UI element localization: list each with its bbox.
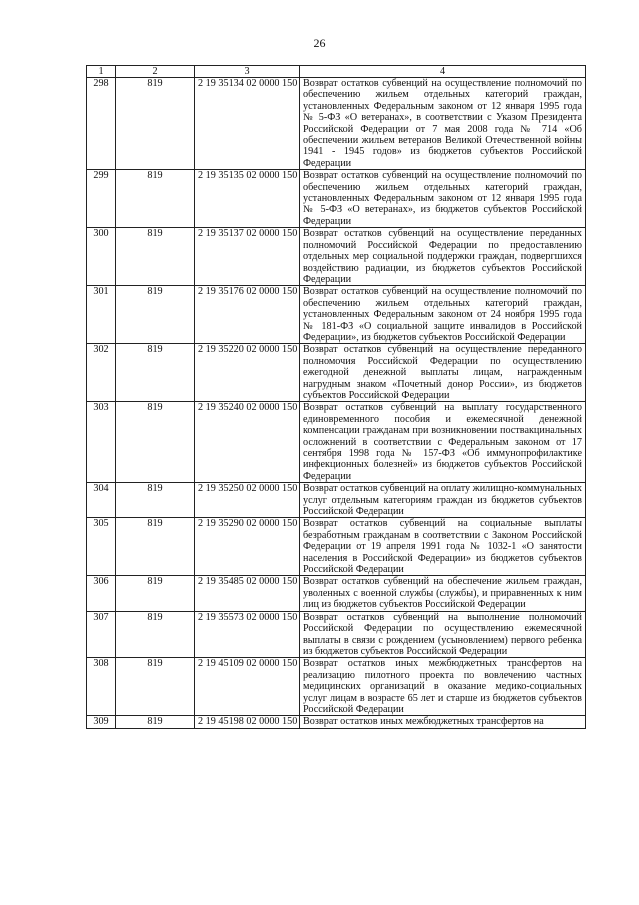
table-row [87,518,586,576]
income-description: Возврат остатков субвенций на выплату государственного единовременного пособия и ежемесячной денежной компенсации гражданам при возникновении поствакцинальных осложнений в соответствии с Федеральным законом от 17 сентября 1998 года № 157-ФЗ «Об иммунопрофилактике инфекционных болезней» из бюджетов субъектов Российской Федерации [300,402,586,483]
administrator-code: 819 [116,170,195,228]
column-header: 4 [300,66,586,78]
row-number: 308 [87,658,116,716]
row-number: 301 [87,286,116,344]
table-row [87,658,586,716]
row-number: 305 [87,518,116,576]
budget-code: 2 19 35573 02 0000 150 [195,611,300,658]
administrator-code: 819 [116,286,195,344]
budget-code: 2 19 35220 02 0000 150 [195,344,300,402]
administrator-code: 819 [116,658,195,716]
budget-code: 2 19 35250 02 0000 150 [195,483,300,518]
income-description: Возврат остатков субвенций на оплату жилищно-коммунальных услуг отдельным категориям граждан из бюджетов субъектов Российской Федерации [300,483,586,518]
page-number: 26 [313,36,326,50]
row-number: 302 [87,344,116,402]
budget-code: 2 19 35290 02 0000 150 [195,518,300,576]
budget-code: 2 19 35485 02 0000 150 [195,576,300,611]
table-row [87,483,586,518]
row-number: 309 [87,716,116,728]
budget-code: 2 19 45109 02 0000 150 [195,658,300,716]
budget-classification-table [86,65,586,729]
table-row [87,402,586,483]
income-description: Возврат остатков субвенций на осуществление полномочий по обеспечению жильем отдельных категорий граждан, установленных Федеральным законом от 12 января 1995 года № 5-ФЗ «О ветеранах», в соответствии с Указом Президента Российской Федерации от 7 мая 2008 года № 714 «Об обеспечении жильем ветеранов Великой Отечественной войны 1941 - 1945 годов» из бюджетов субъектов Российской Федерации [300,78,586,170]
row-number: 303 [87,402,116,483]
income-description: Возврат остатков субвенций на обеспечение жильем граждан, уволенных с военной службы (службы), и приравненных к ним лиц из бюджетов субъектов Российской Федерации [300,576,586,611]
row-number: 306 [87,576,116,611]
income-description: Возврат остатков субвенций на осуществление полномочий по обеспечению жильем отдельных категорий граждан, установленных Федеральным законом от 12 января 1995 года № 5-ФЗ «О ветеранах», из бюджетов субъектов Российской Федерации [300,170,586,228]
administrator-code: 819 [116,518,195,576]
budget-code: 2 19 35176 02 0000 150 [195,286,300,344]
administrator-code: 819 [116,576,195,611]
table-row [87,170,586,228]
column-header: 2 [116,66,195,78]
administrator-code: 819 [116,344,195,402]
administrator-code: 819 [116,228,195,286]
income-description: Возврат остатков субвенций на осуществление переданных полномочий Российской Федерации по предоставлению отдельных мер социальной поддержки граждан, подвергшихся воздействию радиации, из бюджетов субъектов Российской Федерации [300,228,586,286]
income-description: Возврат остатков иных межбюджетных трансфертов на [300,716,586,728]
income-description: Возврат остатков субвенций на выполнение полномочий Российской Федерации по осуществлению ежемесячной выплаты в связи с рождением (усыновлением) первого ребенка из бюджетов субъектов Российской Федерации [300,611,586,658]
administrator-code: 819 [116,716,195,728]
administrator-code: 819 [116,78,195,170]
budget-code: 2 19 35134 02 0000 150 [195,78,300,170]
column-header: 3 [195,66,300,78]
row-number: 304 [87,483,116,518]
row-number: 298 [87,78,116,170]
table-row [87,286,586,344]
budget-code: 2 19 45198 02 0000 150 [195,716,300,728]
column-numbers-row [87,66,586,78]
budget-code: 2 19 35240 02 0000 150 [195,402,300,483]
administrator-code: 819 [116,611,195,658]
income-description: Возврат остатков субвенций на социальные выплаты безработным гражданам в соответствии с Законом Российской Федерации от 19 апреля 1991 года № 1032-1 «О занятости населения в Российской Федерации» из бюджетов субъектов Российской Федерации [300,518,586,576]
income-description: Возврат остатков субвенций на осуществление полномочий по обеспечению жильем отдельных категорий граждан, установленных Федеральным законом от 24 ноября 1995 года № 181-ФЗ «О социальной защите инвалидов в Российской Федерации», из бюджетов субъектов Российской Федерации [300,286,586,344]
income-description: Возврат остатков иных межбюджетных трансфертов на реализацию пилотного проекта по вовлечению частных медицинских организаций в оказание медико-социальных услуг лицам в возрасте 65 лет и старше из бюджетов субъектов Российской Федерации [300,658,586,716]
budget-code: 2 19 35135 02 0000 150 [195,170,300,228]
row-number: 307 [87,611,116,658]
table-body [87,78,586,729]
table-row [87,716,586,728]
table-row [87,344,586,402]
administrator-code: 819 [116,483,195,518]
row-number: 300 [87,228,116,286]
administrator-code: 819 [116,402,195,483]
table-row [87,576,586,611]
budget-code: 2 19 35137 02 0000 150 [195,228,300,286]
table-row [87,78,586,170]
column-header: 1 [87,66,116,78]
row-number: 299 [87,170,116,228]
table-row [87,611,586,658]
table-row [87,228,586,286]
income-description: Возврат остатков субвенций на осуществление переданного полномочия Российской Федерации по осуществлению ежегодной денежной выплаты лицам, награжденным нагрудным знаком «Почетный донор России», из бюджетов субъектов Российской Федерации [300,344,586,402]
